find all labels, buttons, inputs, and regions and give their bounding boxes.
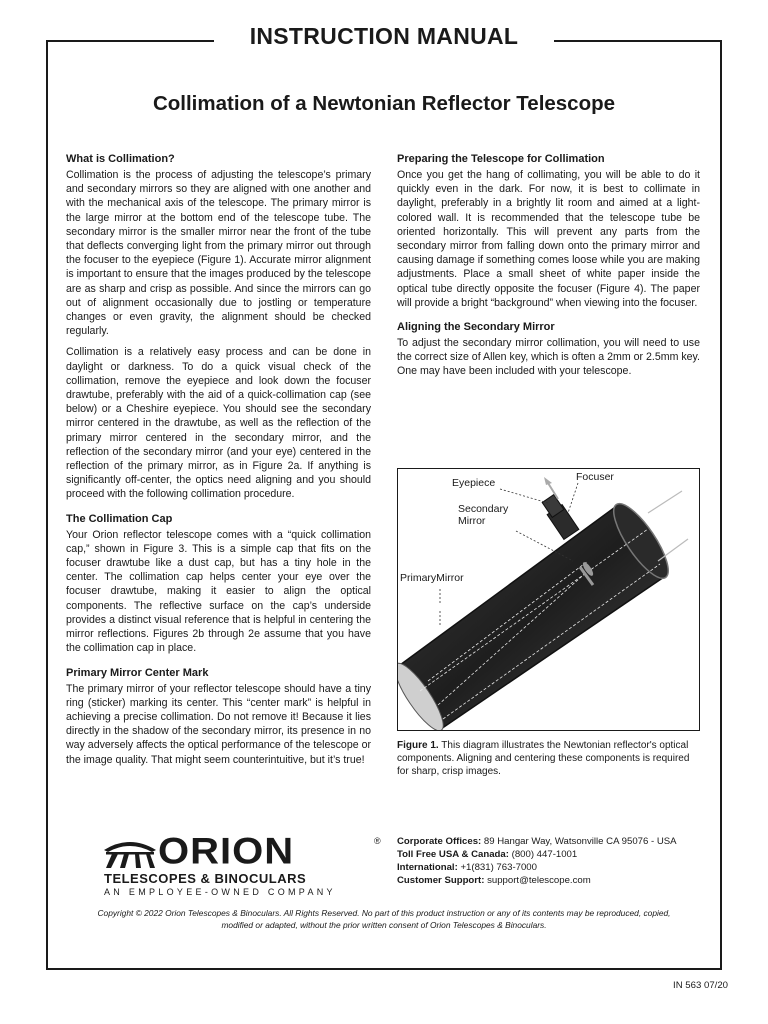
paragraph: Collimation is a relatively easy process and can be done in daylight or darkness. To do a quick visual check of the collimation, remove the eyepiece and look down the focuser drawtube, preferably with the aid of a quick-collimation cap (see below) or a Cheshire eyepiece. You should see the secondary mirror centered in the drawtube, as well as the reflection of the primary mirror centered in the secondary mirror, and the reflection of the secondary mirror (and your eye) centered in the reflection of the primary mirror, as in Figure 2a. If anything is significantly off-center, the optics need aligning and you should proceed with the following collimation procedure. bbox=[66, 346, 371, 501]
section-center-mark bbox=[66, 666, 371, 767]
logo-tagline: AN EMPLOYEE-OWNED COMPANY bbox=[104, 887, 336, 897]
figure-1-caption bbox=[397, 740, 700, 778]
section-heading: Primary Mirror Center Mark bbox=[66, 666, 209, 679]
contact-line: Toll Free USA & Canada: (800) 447-1001 bbox=[397, 849, 578, 860]
contact-line: Corporate Offices: 89 Hangar Way, Watsonville CA 95076 - USA bbox=[397, 836, 677, 847]
manual-banner: INSTRUCTION MANUAL bbox=[214, 18, 554, 54]
caption-label: Figure 1. bbox=[397, 740, 439, 751]
section-heading: Preparing the Telescope for Collimation bbox=[397, 153, 605, 165]
paragraph: The primary mirror of your reflector telescope should have a tiny ring (sticker) marking its center. This “center mark” is helpful in achieving a precise collimation. Do not remove it! Because it lies directly in the shadow of the secondary mirror, its presence in no way adversely affects the optical performance of the telescope or the image quality. That might seem counterintuitive, but it’s true! bbox=[66, 682, 371, 766]
telescope-illustration bbox=[398, 469, 699, 730]
section-heading: Aligning the Secondary Mirror bbox=[397, 321, 555, 334]
orion-logo bbox=[100, 832, 388, 902]
section-preparing bbox=[397, 152, 700, 310]
section-collimation-cap bbox=[66, 512, 371, 656]
copyright-notice: Copyright © 2022 Orion Telescopes & Binoculars. All Rights Reserved. No part of this product instruction or any of its contents may be reproduced, copied, modified or adapted, without the prior written consent of Orion Telescopes & Binoculars. bbox=[97, 908, 671, 930]
section-heading: What is Collimation? bbox=[66, 153, 175, 165]
page-title: Collimation of a Newtonian Reflector Telescope bbox=[152, 92, 616, 115]
contact-block bbox=[397, 835, 707, 887]
label-eyepiece: Eyepiece bbox=[452, 477, 496, 489]
telescope-tube bbox=[398, 497, 677, 730]
figure-1-diagram bbox=[397, 468, 700, 731]
caption-text: This diagram illustrates the Newtonian reflector's optical components. Aligning and centering these components is required for sharp, crisp images. bbox=[397, 740, 690, 777]
contact-line: Customer Support: support@telescope.com bbox=[397, 875, 591, 886]
contact-line: International: +1(831) 763-7000 bbox=[397, 862, 537, 873]
section-heading: The Collimation Cap bbox=[66, 512, 173, 525]
paragraph: To adjust the secondary mirror collimation, you will need to use the correct size of Allen key, which is often a 2mm or 2.5mm key. One may have been included with your telescope. bbox=[397, 337, 700, 378]
section-what-is-collimation bbox=[66, 152, 371, 502]
label-secondary-mirror-line2: Mirror bbox=[458, 515, 486, 527]
paragraph: Collimation is the process of adjusting the telescope’s primary and secondary mirrors so they are aligned with one another and with the mechanical axis of the telescope. The primary mirror is the large mirror at the bottom end of the telescope tube. The secondary mirror is the smaller mirror near the front of the tube that deflects converging light from the primary mirror out through the focuser to the eyepiece (Figure 1). Accurate mirror alignment is important to ensure that the images produced by the telescope are as sharp and crisp as possible. And since the mirrors can go out of alignment occasionally due to jostling or temperature changes or even gravity, the alignment should be checked regularly. bbox=[66, 169, 371, 338]
label-primary-mirror: PrimaryMirror bbox=[400, 572, 464, 584]
logo-subtitle: TELESCOPES & BINOCULARS bbox=[104, 871, 307, 886]
label-focuser: Focuser bbox=[576, 471, 614, 483]
document-number: IN 563 07/20 bbox=[673, 980, 728, 991]
right-column bbox=[397, 152, 700, 389]
label-secondary-mirror-line1: Secondary bbox=[458, 503, 509, 515]
logo-registered: ® bbox=[374, 836, 381, 846]
left-column bbox=[66, 152, 371, 777]
support-email[interactable]: support@telescope.com bbox=[487, 875, 591, 886]
paragraph: Once you get the hang of collimating, you will be able to do it quickly even in the dark. For now, it is best to collimate in daylight, preferably in a brightly lit room and aimed at a light-colored wall. It is recommended that the telescope tube be oriented horizontally. This will prevent any parts from the secondary mirror from falling down onto the primary mirror and causing damage if something comes loose while you are making adjustments. Place a small sheet of white paper inside the optical tube directly opposite the focuser (Figure 4). The paper will provide a bright “background” when viewing into the focuser. bbox=[397, 169, 700, 309]
paragraph: Your Orion reflector telescope comes with a “quick collimation cap,” shown in Figure 3. This is a simple cap that fits on the focuser drawtube like a dust cap, but has a tiny hole in the center. The collimation cap helps center your eye over the focuser drawtube, making it easier to align the optical components. The reflective surface on the cap’s underside provides a distinct visual reference that is helpful in centering the mirror reflections. Figures 2b through 2e assume that you have the collimation cap in place. bbox=[66, 528, 371, 655]
logo-brand: ORION bbox=[158, 831, 295, 872]
telescope-rays-icon bbox=[102, 836, 158, 872]
section-aligning-secondary bbox=[397, 320, 700, 379]
